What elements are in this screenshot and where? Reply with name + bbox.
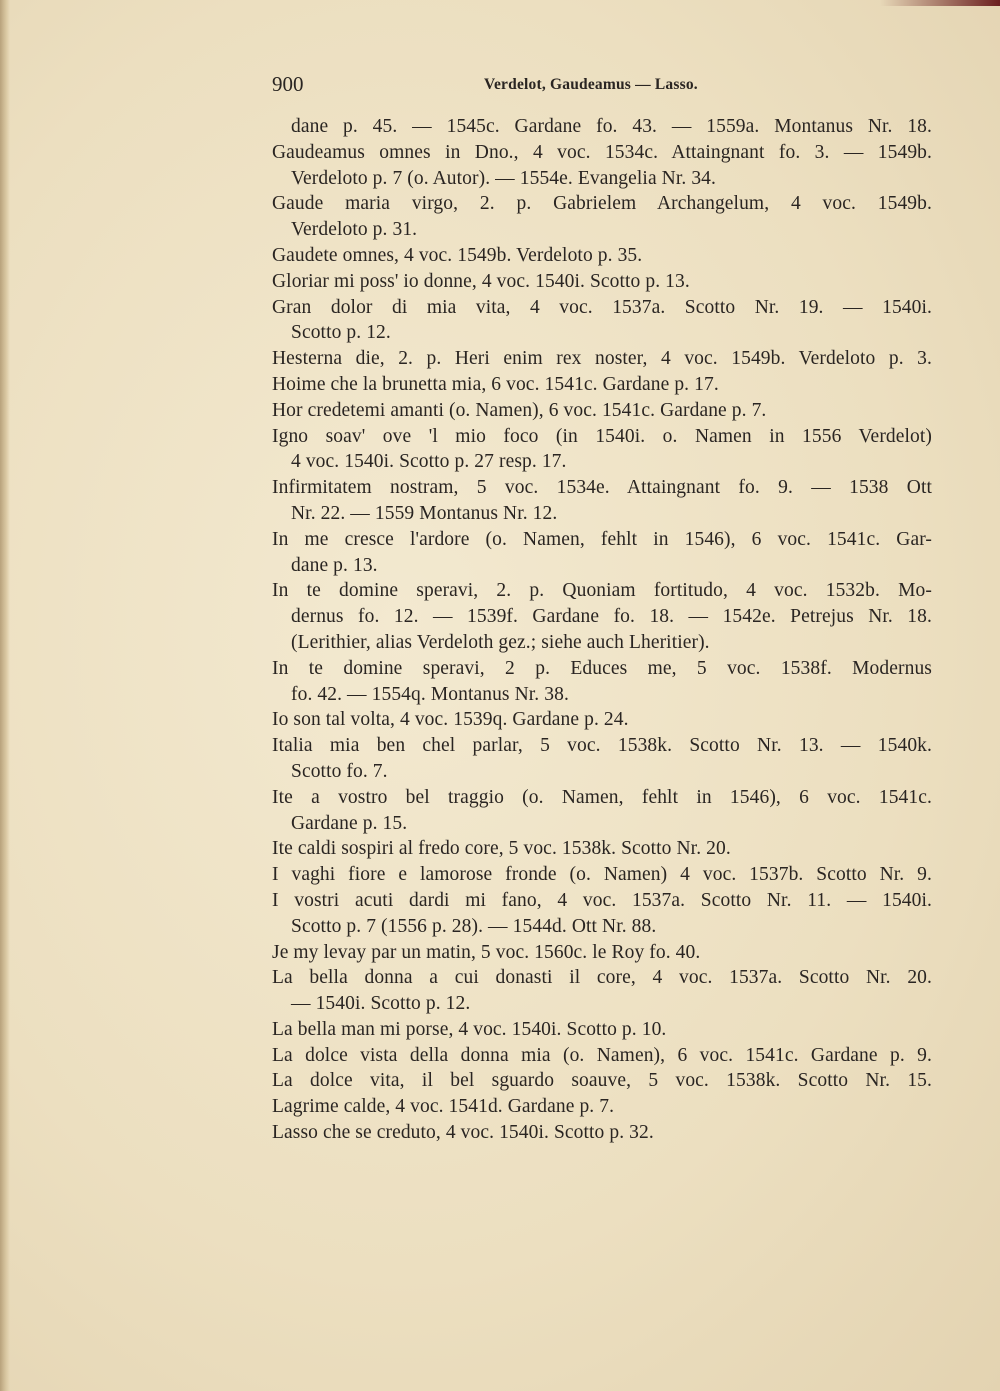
text-line: dernus fo. 12. — 1539f. Gardane fo. 18. — 1542e. Petrejus Nr. 18. — [291, 606, 932, 628]
text-line: (Lerithier, alias Verdeloth gez.; siehe auch Lheritier). — [291, 631, 710, 653]
page-number: 900 — [272, 72, 304, 96]
text-line: Je my levay par un matin, 5 voc. 1560c. le Roy fo. 40. — [272, 941, 701, 963]
text-line: dane p. 45. — 1545c. Gardane fo. 43. — 1559a. Montanus Nr. 18. — [291, 116, 932, 137]
text-line: dane p. 13. — [291, 554, 378, 576]
text-line: Igno soav' ove 'l mio foco (in 1540i. o. Namen in 1556 Verdelot) — [272, 425, 932, 447]
text-line: Lagrime calde, 4 voc. 1541d. Gardane p. 7. — [272, 1096, 615, 1118]
text-line: Gloriar mi poss' io donne, 4 voc. 1540i. Scotto p. 13. — [272, 270, 690, 292]
text-line: In me cresce l'ardore (o. Namen, fehlt in 1546), 6 voc. 1541c. Gar- — [272, 528, 932, 550]
page-binding-edge — [0, 0, 10, 1391]
text-line: In te domine speravi, 2. p. Quoniam fortitudo, 4 voc. 1532b. Mo- — [272, 580, 932, 602]
text-line: Italia mia ben chel parlar, 5 voc. 1538k. Scotto Nr. 13. — 1540k. — [272, 735, 932, 757]
text-line: La dolce vista della donna mia (o. Namen), 6 voc. 1541c. Gardane p. 9. — [272, 1044, 932, 1066]
text-line: 4 voc. 1540i. Scotto p. 27 resp. 17. — [291, 451, 567, 473]
text-line: Gaude maria virgo, 2. p. Gabrielem Archangelum, 4 voc. 1549b. — [272, 193, 932, 215]
text-line: Nr. 22. — 1559 Montanus Nr. 12. — [291, 502, 558, 524]
text-line: I vostri acuti dardi mi fano, 4 voc. 1537a. Scotto Nr. 11. — 1540i. — [272, 889, 932, 911]
text-line: Hoime che la brunetta mia, 6 voc. 1541c. Gardane p. 17. — [272, 373, 719, 395]
running-head: Verdelot, Gaudeamus — Lasso. — [484, 76, 698, 93]
page-corner-edge — [880, 0, 1000, 6]
text-line: Verdeloto p. 7 (o. Autor). — 1554e. Evangelia Nr. 34. — [291, 167, 717, 189]
text-line: fo. 42. — 1554q. Montanus Nr. 38. — [291, 683, 569, 705]
text-line: Gaudete omnes, 4 voc. 1549b. Verdeloto p. 35. — [272, 244, 643, 266]
text-line: La bella donna a cui donasti il core, 4 voc. 1537a. Scotto Nr. 20. — [272, 967, 932, 989]
text-line: Lasso che se creduto, 4 voc. 1540i. Scotto p. 32. — [272, 1122, 654, 1144]
text-line: Infirmitatem nostram, 5 voc. 1534e. Attaingnant fo. 9. — 1538 Ott — [272, 477, 932, 499]
text-line: La bella man mi porse, 4 voc. 1540i. Scotto p. 10. — [272, 1018, 667, 1040]
text-line: Hor credetemi amanti (o. Namen), 6 voc. 1541c. Gardane p. 7. — [272, 399, 767, 421]
text-line: Scotto fo. 7. — [291, 760, 388, 782]
index-entries — [272, 114, 932, 1146]
text-line: — 1540i. Scotto p. 12. — [291, 993, 471, 1015]
text-line: Scotto p. 12. — [291, 322, 391, 344]
text-line: Scotto p. 7 (1556 p. 28). — 1544d. Ott Nr. 88. — [291, 915, 657, 937]
text-line: In te domine speravi, 2 p. Educes me, 5 voc. 1538f. Modernus — [272, 657, 932, 679]
text-line: I vaghi fiore e lamorose fronde (o. Namen) 4 voc. 1537b. Scotto Nr. 9. — [272, 864, 932, 886]
text-line: Io son tal volta, 4 voc. 1539q. Gardane p. 24. — [272, 709, 629, 731]
page-header — [272, 68, 932, 102]
text-line: Hesterna die, 2. p. Heri enim rex noster, 4 voc. 1549b. Verdeloto p. 3. — [272, 348, 932, 370]
text-line: Ite a vostro bel traggio (o. Namen, fehlt in 1546), 6 voc. 1541c. — [272, 786, 932, 808]
text-line: Gardane p. 15. — [291, 812, 408, 834]
text-line: La dolce vita, il bel sguardo soauve, 5 voc. 1538k. Scotto Nr. 15. — [272, 1070, 932, 1092]
text-line: Gran dolor di mia vita, 4 voc. 1537a. Scotto Nr. 19. — 1540i. — [272, 296, 932, 318]
text-line: Verdeloto p. 31. — [291, 219, 418, 241]
text-line: Gaudeamus omnes in Dno., 4 voc. 1534c. Attaingnant fo. 3. — 1549b. — [272, 141, 932, 163]
text-line: Ite caldi sospiri al fredo core, 5 voc. 1538k. Scotto Nr. 20. — [272, 838, 731, 860]
